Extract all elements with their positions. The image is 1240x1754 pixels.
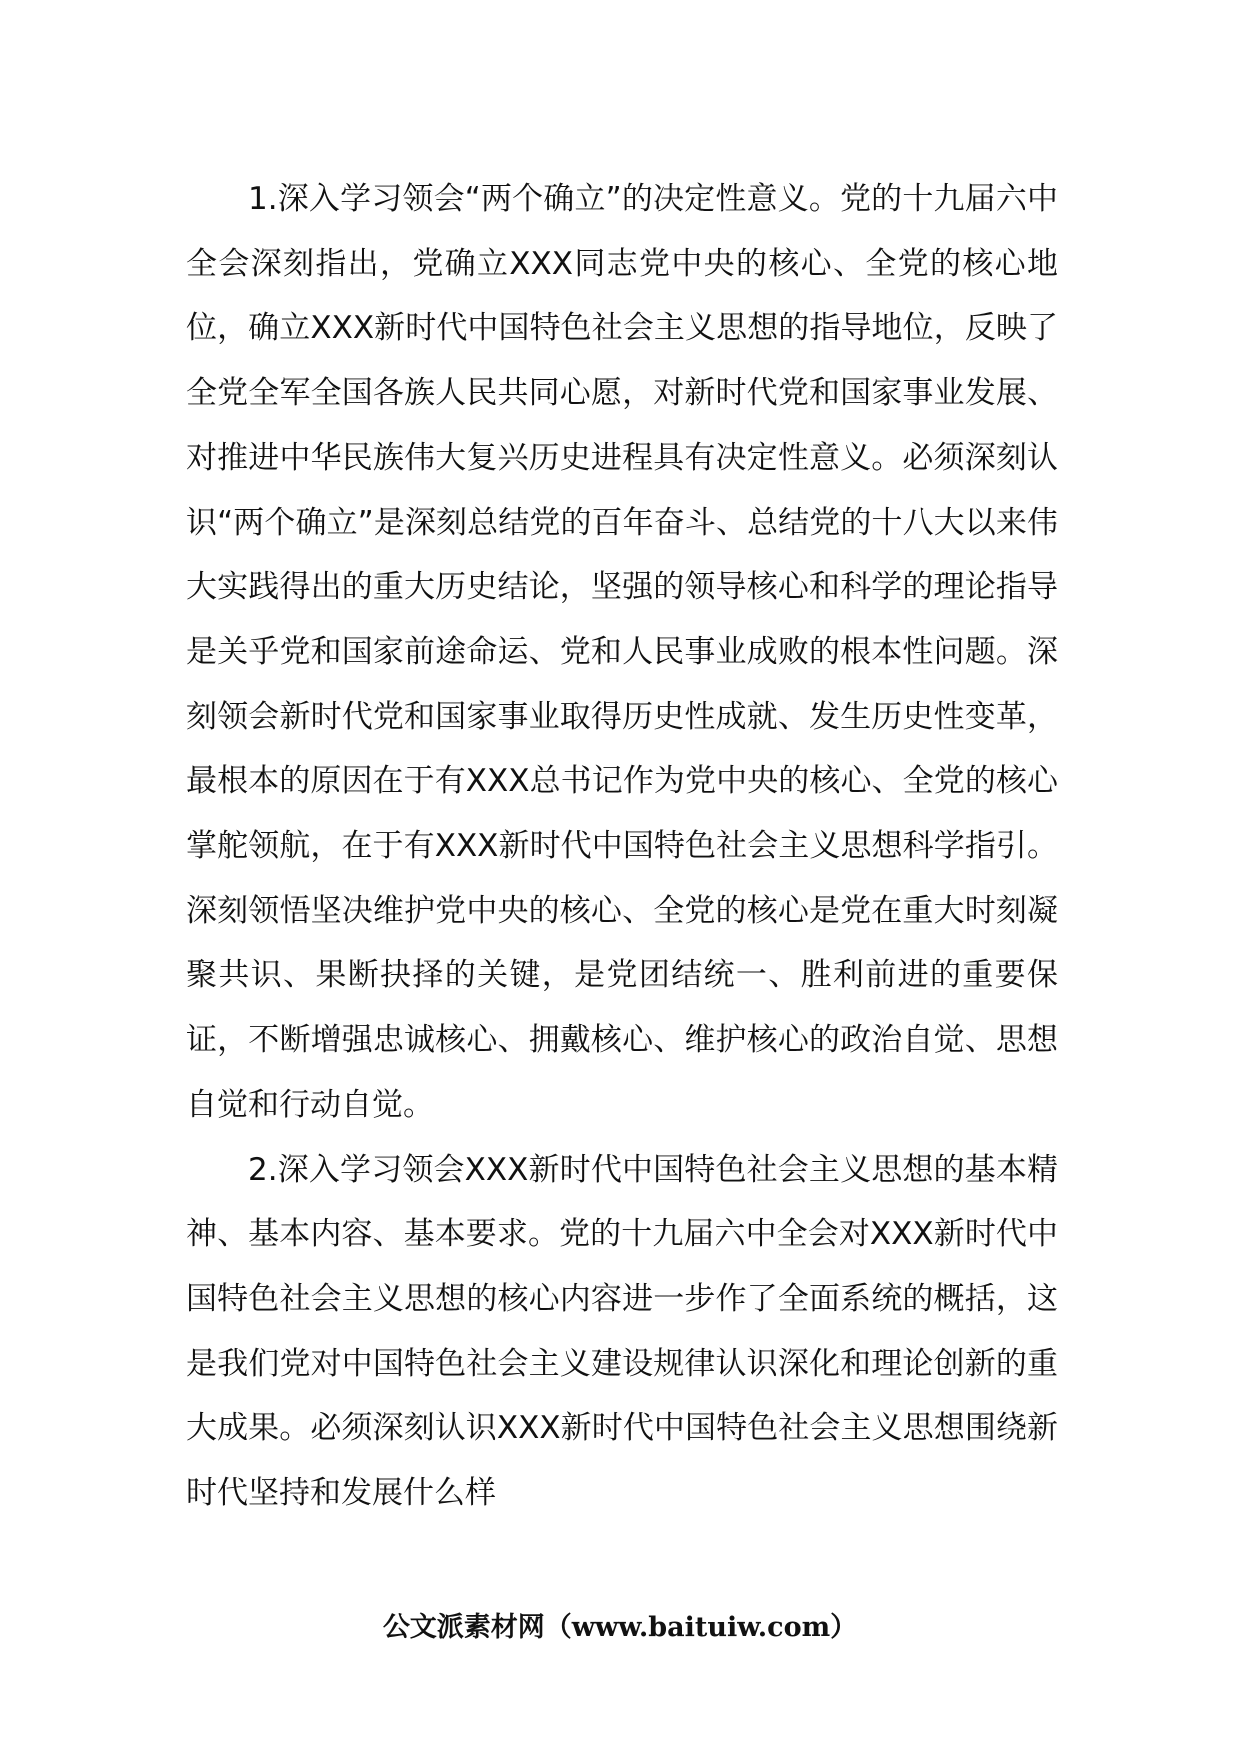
document-body xyxy=(186,167,1058,1526)
paragraph-2: 2.深入学习领会XXX新时代中国特色社会主义思想的基本精神、基本内容、基本要求。党的十九届六中全会对XXX新时代中国特色社会主义思想的核心内容进一步作了全面系统的概括，这是我们党对中国特色社会主义建设规律认识深化和理论创新的重大成果。必须深刻认识XXX新时代中国特色社会主义思想围绕新时代坚持和发展什么样 xyxy=(186,1151,1058,1512)
paragraph-1: 1.深入学习领会“两个确立”的决定性意义。党的十九届六中全会深刻指出，党确立XXX同志党中央的核心、全党的核心地位，确立XXX新时代中国特色社会主义思想的指导地位，反映了全党全军全国各族人民共同心愿，对新时代党和国家事业发展、对推进中华民族伟大复兴历史进程具有决定性意义。必须深刻认识“两个确立”是深刻总结党的百年奋斗、总结党的十八大以来伟大实践得出的重大历史结论，坚强的领导核心和科学的理论指导是关乎党和国家前途命运、党和人民事业成败的根本性问题。深刻领会新时代党和国家事业取得历史性成就、发生历史性变革，最根本的原因在于有XXX总书记作为党中央的核心、全党的核心掌舵领航，在于有XXX新时代中国特色社会主义思想科学指引。深刻领悟坚决维护党中央的核心、全党的核心是党在重大时刻凝聚共识、果断抉择的关键，是党团结统一、胜利前进的重要保证，不断增强忠诚核心、拥戴核心、维护核心的政治自觉、思想自觉和行动自觉。 xyxy=(186,181,1058,1123)
footer-watermark: 公文派素材网（www.baituiw.com） xyxy=(382,1612,858,1643)
